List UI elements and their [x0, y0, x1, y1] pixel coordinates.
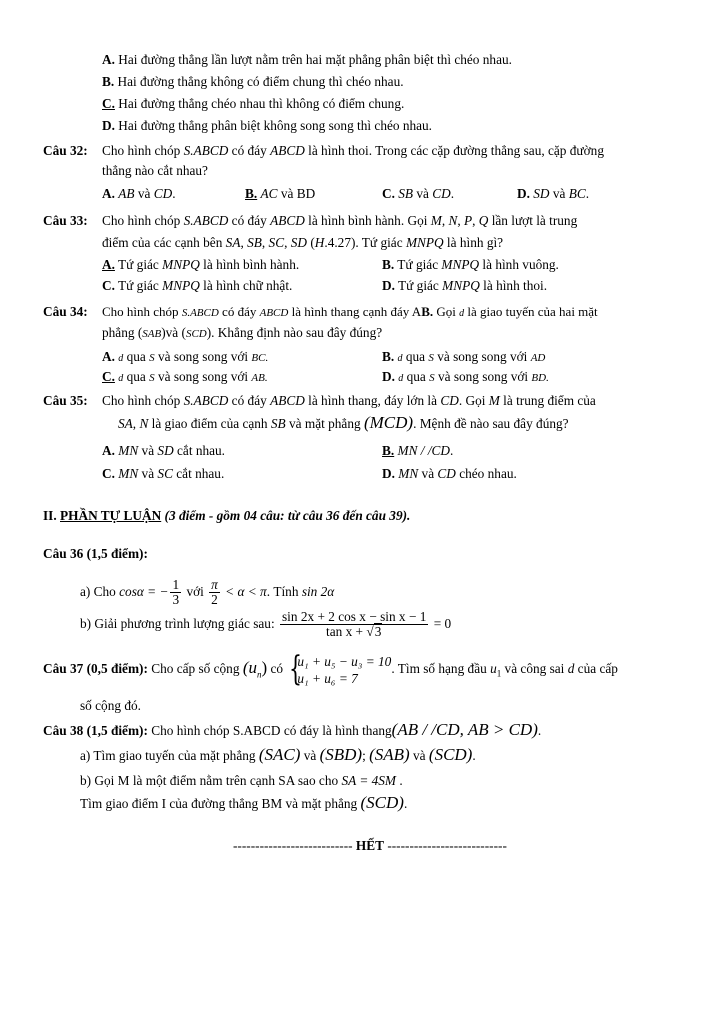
- q35-stem-line1: [102, 393, 596, 409]
- q34-stem-line2: [102, 325, 382, 342]
- text: với: [183, 584, 208, 599]
- fraction: [280, 610, 428, 639]
- text: qua: [123, 349, 150, 364]
- q34-option-d: [382, 369, 549, 387]
- text: Cho hình chóp: [102, 393, 184, 408]
- numerator: π: [211, 577, 218, 593]
- math: MN / /CD: [397, 443, 450, 458]
- text: là hình gì?: [443, 235, 504, 250]
- text: .: [403, 796, 408, 811]
- text: (: [307, 235, 315, 250]
- q33-stem-line1: [102, 213, 577, 229]
- text: Cho hình chóp: [102, 304, 182, 319]
- q33-option-a: [102, 257, 299, 273]
- question-number: Câu 33:: [43, 213, 88, 228]
- math: MN: [118, 443, 139, 458]
- text: .: [585, 186, 590, 201]
- text: ,: [132, 416, 140, 431]
- section-number: II.: [43, 508, 60, 523]
- q35-option-b: [382, 443, 453, 459]
- text: cắt nhau.: [172, 466, 225, 481]
- end-label: HẾT: [355, 838, 384, 853]
- math: S: [149, 372, 155, 384]
- question-number: Câu 34:: [43, 304, 88, 319]
- text: và song song với: [154, 349, 252, 364]
- text: Cho hình chóp: [102, 143, 184, 158]
- option-label: B.: [382, 349, 395, 364]
- math: AD: [530, 352, 546, 364]
- math-sub: 1: [496, 668, 502, 679]
- q34-option-c: [102, 369, 268, 387]
- brace-icon: {: [289, 648, 303, 689]
- text: và: [138, 443, 158, 458]
- text: của cấp: [574, 661, 618, 676]
- text: là hình thoi.: [479, 278, 548, 293]
- text: Tứ giác: [397, 257, 442, 272]
- text: .: [172, 186, 176, 201]
- text: lần lượt là trung: [488, 213, 578, 228]
- q38-line1: [43, 722, 541, 739]
- text: và: [549, 186, 569, 201]
- math: SB: [398, 186, 414, 201]
- math: (MCD): [363, 413, 414, 432]
- math: SB: [270, 416, 286, 431]
- q34-option-b: [382, 349, 545, 367]
- fraction: [209, 578, 220, 607]
- text: . Mệnh đề nào sau đây đúng?: [413, 416, 569, 431]
- text: ,: [457, 213, 464, 228]
- text: .: [537, 723, 542, 738]
- q33-option-d: [382, 278, 547, 294]
- math: (u: [242, 658, 257, 677]
- option-label-correct: C.: [102, 369, 115, 384]
- equation-system: [289, 648, 392, 689]
- math: ABCD: [270, 393, 305, 408]
- text: có: [267, 661, 287, 676]
- text: ,: [472, 213, 479, 228]
- option-label-correct: B.: [245, 186, 258, 201]
- math: SA: [225, 235, 241, 250]
- text: .: [472, 748, 476, 763]
- option-label-correct: A.: [102, 257, 115, 272]
- math: d: [118, 373, 124, 384]
- option-text: Hai đường thẳng lần lượt nằm trên hai mặt phẳng phân biệt thì chéo nhau.: [118, 52, 512, 67]
- question-number: Câu 35:: [43, 393, 88, 408]
- math: SA = 4SM: [341, 773, 396, 788]
- math: u: [490, 661, 497, 676]
- math: SAB: [142, 328, 162, 340]
- denominator: 3: [172, 592, 180, 608]
- text: ,: [240, 235, 248, 250]
- math: d: [459, 308, 465, 319]
- text: .4.27). Tứ giác: [324, 235, 406, 250]
- q33-option-c: [102, 278, 292, 294]
- q32-option-c: [382, 186, 454, 202]
- option-label-correct: B.: [382, 443, 395, 458]
- math: H: [314, 235, 325, 250]
- text: cắt nhau.: [173, 443, 226, 458]
- math: MNPQ: [162, 278, 200, 293]
- math: S.ABCD: [181, 307, 219, 319]
- question-heading: Câu 37 (0,5 điểm):: [43, 661, 148, 676]
- denominator: 2: [211, 592, 218, 608]
- divider-dashes: ---------------------------: [387, 838, 507, 853]
- math: BD.: [531, 372, 549, 384]
- math: ABCD: [270, 143, 305, 158]
- denominator: tan x + √3: [326, 624, 382, 640]
- text: Cho hình chóp S.ABCD có đáy là hình thang: [147, 723, 392, 738]
- math: CD: [432, 186, 451, 201]
- text: ,: [261, 235, 269, 250]
- text: và song song với: [433, 349, 531, 364]
- math: [242, 658, 268, 680]
- text: là trung điểm của: [499, 393, 596, 408]
- option-label: D.: [382, 466, 395, 481]
- option-text: Hai đường thẳng phân biệt không song song thì chéo nhau.: [118, 118, 433, 133]
- math: ABCD: [259, 307, 289, 319]
- text: ,: [441, 213, 449, 228]
- math: S: [149, 352, 155, 364]
- q32-option-d: [517, 186, 589, 202]
- text: và: [413, 186, 433, 201]
- q35-option-a: [102, 443, 225, 459]
- option-label: C.: [382, 186, 395, 201]
- text: là hình thang, đáy lớn là: [304, 393, 441, 408]
- text: Tứ giác: [398, 278, 443, 293]
- q35-option-d: [382, 466, 517, 482]
- text: và: [300, 748, 320, 763]
- math: MNPQ: [441, 257, 480, 272]
- option-label: D.: [102, 118, 115, 133]
- text-bold: B.: [421, 304, 434, 319]
- math: sin 2α: [301, 584, 335, 599]
- option-label: A.: [102, 52, 115, 67]
- text: b) Giải phương trình lượng giác sau:: [80, 616, 278, 631]
- math: MNPQ: [405, 235, 444, 250]
- text: là hình thoi. Trong các cặp đường thẳng sau, cặp đường: [304, 143, 604, 158]
- question-heading: Câu 36 (1,5 điểm):: [43, 546, 148, 561]
- q37-line1: [43, 650, 618, 692]
- math: S: [429, 372, 435, 384]
- math: MN: [118, 466, 139, 481]
- q32-stem-line2: thẳng nào cắt nhau?: [102, 163, 208, 178]
- text: phẳng (: [102, 325, 143, 340]
- text: . Tìm số hạng đầu: [391, 661, 491, 676]
- math: d: [397, 353, 403, 364]
- q34-option-a: [102, 349, 268, 367]
- math: SC: [268, 235, 285, 250]
- text: có đáy: [228, 213, 271, 228]
- math: BC.: [251, 352, 269, 364]
- option-text: Hai đường thẳng chéo nhau thì không có điểm chung.: [118, 96, 405, 111]
- text: tan x +: [326, 624, 367, 640]
- text: là giao điểm của cạnh: [148, 416, 271, 431]
- equation-row: u₁ + u₆ = 7: [297, 670, 358, 686]
- math: N: [448, 213, 458, 228]
- option-label-correct: C.: [102, 96, 115, 111]
- text: .: [450, 186, 455, 201]
- q35-number: [43, 393, 88, 409]
- q34-number: [43, 304, 88, 320]
- text: qua: [403, 369, 430, 384]
- option-label: B.: [382, 257, 395, 272]
- math: SB: [247, 235, 262, 250]
- q31-option-b: [102, 74, 404, 90]
- text: điểm của các cạnh bên: [102, 235, 226, 250]
- q33-number: [43, 213, 88, 229]
- text: chéo nhau.: [455, 466, 517, 481]
- option-label: D.: [382, 278, 395, 293]
- text: .: [450, 443, 454, 458]
- math: S.ABCD: [183, 143, 229, 158]
- numerator: 1: [172, 577, 180, 593]
- equation-row: u₁ + u₅ − u₃ = 10: [297, 653, 392, 669]
- math: d: [398, 373, 404, 384]
- math: AC: [260, 186, 278, 201]
- text: và: [409, 748, 429, 763]
- q35-stem-line2: [118, 415, 569, 432]
- q31-option-d: [102, 118, 432, 134]
- math: AB.: [251, 372, 268, 384]
- q32-option-b: [245, 186, 315, 202]
- q38-part-a: [80, 747, 476, 764]
- q37-line2: số cộng đó.: [80, 698, 141, 713]
- text: có đáy: [218, 304, 260, 319]
- end-marker: [233, 838, 507, 854]
- option-label: C.: [102, 278, 115, 293]
- section-subtitle: (3 điểm - gồm 04 câu: từ câu 36 đến câu 39).: [161, 508, 411, 523]
- math: SD: [290, 235, 307, 250]
- divider-dashes: ---------------------------: [233, 838, 353, 853]
- math: SD: [533, 186, 550, 201]
- text: là hình chữ nhật.: [199, 278, 293, 293]
- math: N: [139, 416, 149, 431]
- math: cosα = −: [119, 584, 169, 599]
- question-number: Câu 32:: [43, 143, 88, 158]
- text: là hình vuông.: [479, 257, 559, 272]
- math: M: [488, 393, 500, 408]
- option-label: A.: [102, 443, 115, 458]
- math: MNPQ: [162, 257, 200, 272]
- q36-part-b: [80, 606, 451, 642]
- question-heading: Câu 38 (1,5 điểm):: [43, 723, 148, 738]
- q31-option-a: [102, 52, 512, 68]
- text: và công sai: [501, 661, 568, 676]
- text: b) Gọi M là một điểm nằm trên cạnh SA sao cho: [80, 773, 342, 788]
- text: qua: [402, 349, 429, 364]
- text: Cho cấp số cộng: [147, 661, 243, 676]
- text: ). Khẳng định nào sau đây đúng?: [206, 325, 383, 340]
- text: và: [134, 186, 154, 201]
- text: và: [418, 466, 438, 481]
- option-label: A.: [102, 186, 115, 201]
- q32-option-a: [102, 186, 176, 202]
- q32-number: [43, 143, 88, 159]
- text: và mặt phẳng: [285, 416, 364, 431]
- text: )và (: [161, 325, 186, 340]
- q38-part-b-line2: [80, 795, 407, 812]
- text: và: [138, 466, 158, 481]
- fraction: [170, 578, 181, 607]
- math: SC: [157, 466, 173, 481]
- option-label: C.: [102, 466, 115, 481]
- text: Tìm giao điểm I của đường thẳng BM và mặt phẳng: [80, 796, 361, 811]
- text: là hình bình hành. Gọi: [304, 213, 431, 228]
- text: a) Tìm giao tuyến của mặt phẳng: [80, 748, 259, 763]
- math: ABCD: [270, 213, 305, 228]
- math: CD: [153, 186, 173, 201]
- math: (SCD): [360, 793, 404, 812]
- q33-option-b: [382, 257, 559, 273]
- math: Q: [478, 213, 489, 228]
- q38-part-b: [80, 773, 403, 789]
- math: S.ABCD: [183, 213, 229, 228]
- text: Tứ giác: [118, 257, 163, 272]
- math-sub: n: [256, 669, 262, 680]
- text: . Gọi: [458, 393, 489, 408]
- q31-option-c: [102, 96, 404, 112]
- math: CD: [437, 466, 456, 481]
- math: ): [261, 658, 268, 677]
- text: ,: [284, 235, 291, 250]
- math: d: [118, 353, 124, 364]
- math: SA: [118, 416, 133, 431]
- math: (SAC): [258, 745, 301, 764]
- option-label: D.: [382, 369, 395, 384]
- text: Gọi: [433, 304, 460, 319]
- math: M: [430, 213, 442, 228]
- q35-option-c: [102, 466, 224, 482]
- text: là hình bình hành.: [199, 257, 300, 272]
- q34-stem-line1: [102, 304, 598, 322]
- text: và song song với: [154, 369, 252, 384]
- math: d: [567, 661, 575, 676]
- text: có đáy: [228, 393, 271, 408]
- math: AB: [118, 186, 135, 201]
- option-label: A.: [102, 349, 115, 364]
- math: CD: [440, 393, 459, 408]
- numerator: sin 2x + 2 cos x − sin x − 1: [281, 609, 427, 625]
- text: là hình thang cạnh đáy A: [288, 304, 422, 319]
- text: . Tính: [266, 584, 302, 599]
- math: SCD: [185, 328, 207, 340]
- text: và BD: [277, 186, 316, 201]
- sqrt-value: 3: [374, 624, 382, 640]
- text: = 0: [430, 616, 452, 631]
- text: a) Cho: [80, 584, 120, 599]
- math: P: [464, 213, 473, 228]
- math: MN: [398, 466, 419, 481]
- math: SD: [157, 443, 174, 458]
- math: < α < π: [221, 584, 267, 599]
- q36-heading: [43, 546, 148, 562]
- option-label: D.: [517, 186, 530, 201]
- math: (SBD): [319, 745, 363, 764]
- text: Tứ giác: [118, 278, 163, 293]
- text: ;: [362, 748, 370, 763]
- option-label: B.: [102, 74, 115, 89]
- math: (AB / /CD, AB > CD): [391, 720, 538, 739]
- text: qua: [123, 369, 150, 384]
- text: và song song với: [434, 369, 532, 384]
- q32-stem-line1: [102, 143, 604, 159]
- q36-part-a: [80, 574, 334, 610]
- text: Cho hình chóp: [102, 213, 184, 228]
- math: (SAB): [369, 745, 410, 764]
- section-title: PHẦN TỰ LUẬN: [60, 508, 162, 523]
- math: S: [428, 352, 434, 364]
- math: (SCD): [428, 745, 473, 764]
- math: S.ABCD: [183, 393, 229, 408]
- option-text: Hai đường thẳng không có điểm chung thì chéo nhau.: [117, 74, 404, 89]
- section-heading: [43, 508, 410, 524]
- text: .: [396, 773, 403, 788]
- math: MNPQ: [442, 278, 480, 293]
- q33-stem-line2: [102, 235, 503, 251]
- text: có đáy: [228, 143, 271, 158]
- text: là giao tuyến của hai mặt: [464, 304, 598, 319]
- math: BC: [568, 186, 586, 201]
